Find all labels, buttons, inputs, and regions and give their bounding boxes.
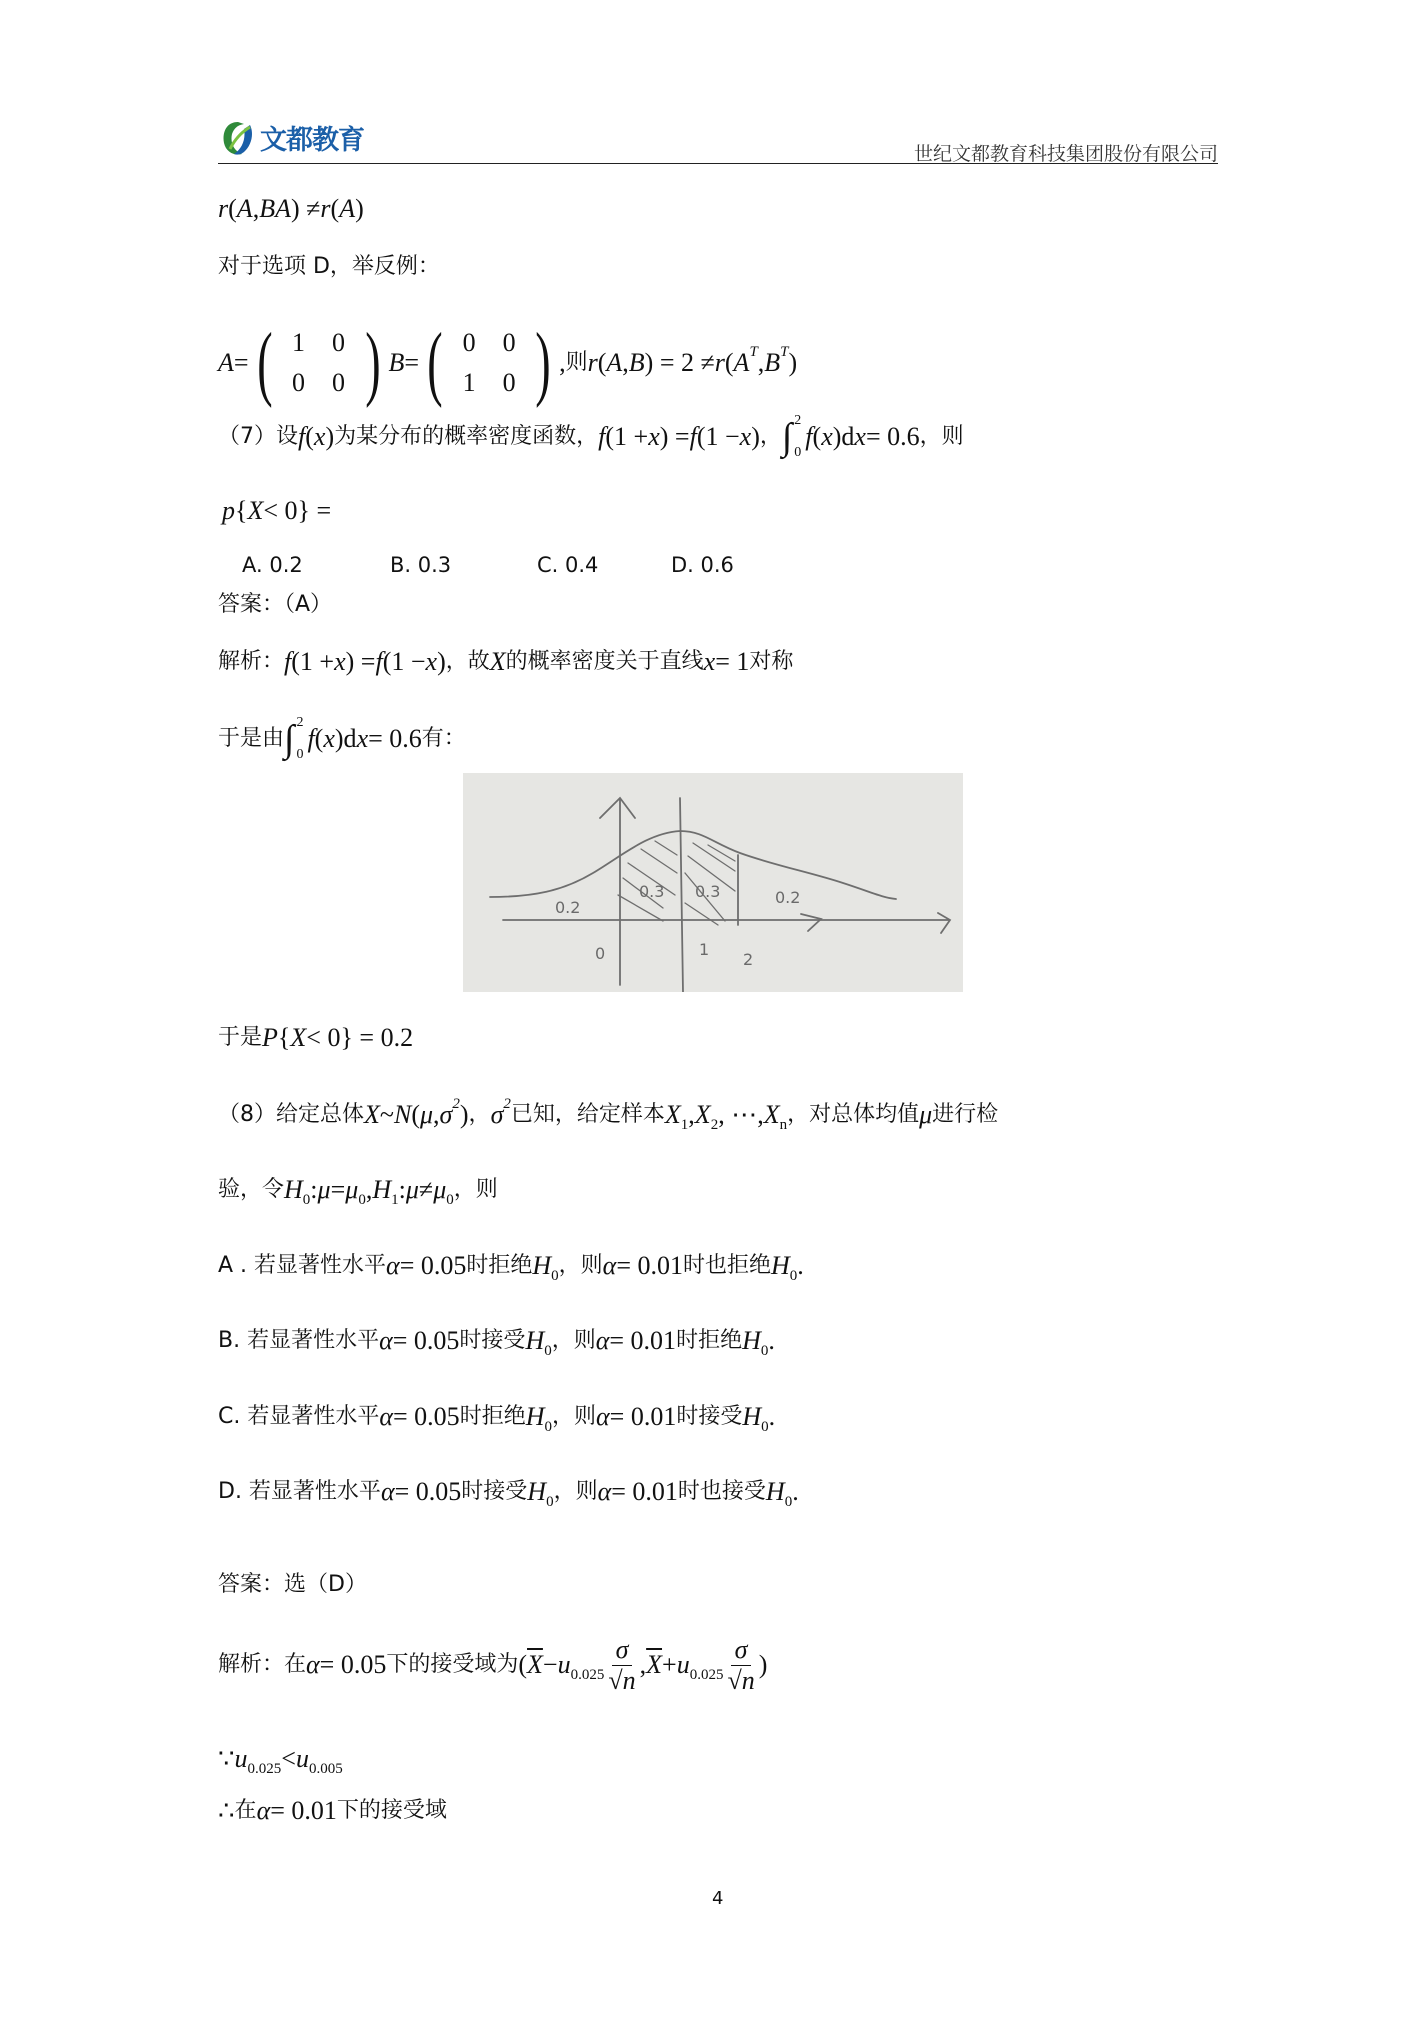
math: x <box>323 724 335 753</box>
sketch-label-left: 0.2 <box>555 898 581 917</box>
math: = <box>330 1175 346 1204</box>
math: X <box>364 1100 380 1129</box>
text: ， <box>468 1102 491 1127</box>
math: A <box>218 348 234 377</box>
text: 下的接受域 <box>336 1798 447 1823</box>
right-paren: ) <box>535 316 551 409</box>
left-paren: ( <box>256 316 273 409</box>
math: A <box>339 194 356 223</box>
math: = 0.01 <box>270 1796 337 1825</box>
math: ( <box>330 194 340 223</box>
text: （8）给定总体 <box>218 1102 364 1127</box>
math: u <box>234 1744 248 1773</box>
math: μ <box>919 1100 933 1129</box>
upper-limit: 2 <box>296 715 304 730</box>
math: , <box>252 194 260 223</box>
math: A <box>606 348 623 377</box>
math: 0 <box>302 1192 311 1208</box>
text: （7）设 <box>218 424 298 449</box>
math: A <box>733 348 750 377</box>
math: σ <box>490 1100 504 1129</box>
math: X <box>664 1100 681 1129</box>
integral-sign-icon: ∫ <box>781 416 793 458</box>
math: σ <box>439 1100 453 1129</box>
math: r <box>714 348 725 377</box>
math: : <box>398 1175 406 1204</box>
math: . <box>792 1477 799 1506</box>
math: x <box>425 647 438 676</box>
matrix-entry: 0 <box>462 328 476 357</box>
text: ，则 <box>558 1253 603 1278</box>
math: X <box>290 1023 307 1052</box>
analysis-8 <box>218 1630 767 1700</box>
math: H <box>525 1326 545 1355</box>
text: ，对总体均值 <box>787 1102 920 1127</box>
math: { <box>235 496 248 525</box>
integral-limits <box>296 716 303 762</box>
math: α <box>379 1402 394 1431</box>
math: X <box>763 1100 780 1129</box>
math: H <box>771 1251 790 1280</box>
math: P <box>262 1023 278 1052</box>
math: ∴ <box>218 1796 235 1825</box>
math: n <box>779 1117 788 1133</box>
math: H <box>372 1175 392 1204</box>
math: BA <box>259 194 291 223</box>
lower-limit: 0 <box>794 445 802 460</box>
text: 时拒绝 <box>676 1328 743 1353</box>
math: ( <box>314 724 324 753</box>
math: α <box>256 1796 271 1825</box>
math: )d <box>832 422 855 451</box>
math: , <box>559 348 566 377</box>
text: 对称 <box>749 649 794 674</box>
math: x <box>313 422 326 451</box>
math: 1 <box>680 1117 689 1133</box>
math: f <box>307 724 315 753</box>
math: 0 <box>784 1494 793 1510</box>
math: ≠ <box>418 1175 434 1204</box>
math: = 0.6 <box>865 422 920 451</box>
text: 时接受 <box>676 1404 743 1429</box>
math: = 0.05 <box>393 1402 460 1431</box>
matrix-entry: 1 <box>292 328 306 357</box>
text: 下的接受域为 <box>386 1652 519 1677</box>
math: A <box>236 194 253 223</box>
math: ) = <box>659 422 690 451</box>
math: H <box>284 1175 303 1204</box>
text: 有： <box>421 726 466 751</box>
math: 2 <box>503 1096 511 1112</box>
math: )d <box>334 724 357 753</box>
math: ( <box>724 348 734 377</box>
math: u <box>557 1650 571 1679</box>
text: 为某分布的概率密度函数， <box>334 424 599 449</box>
math: ) <box>325 422 335 451</box>
math: 0.025 <box>689 1667 724 1683</box>
math: ( <box>411 1100 420 1129</box>
math: H <box>527 1477 547 1506</box>
therefore-line <box>218 1791 447 1831</box>
math: α <box>379 1326 393 1355</box>
math: = 0.05 <box>319 1650 387 1679</box>
denominator: √n <box>727 1665 755 1695</box>
matrix-entry: 0 <box>332 368 346 397</box>
company-name: 世纪文都教育科技集团股份有限公司 <box>913 143 1218 165</box>
math: $\overline{X}$ <box>527 1650 543 1679</box>
text: 进行检 <box>932 1102 999 1127</box>
math: = 0.05 <box>392 1326 460 1355</box>
math: r <box>587 348 598 377</box>
math: x <box>356 724 369 753</box>
because-line <box>218 1739 343 1779</box>
math: u <box>295 1744 309 1773</box>
math: α <box>595 1326 610 1355</box>
math: α <box>597 1477 612 1506</box>
text: ，则 <box>919 424 964 449</box>
math: = 0.01 <box>609 1402 677 1431</box>
text: ，故 <box>445 649 490 674</box>
math: : <box>310 1175 318 1204</box>
question-7-cont <box>222 491 331 531</box>
counterexample <box>218 316 798 409</box>
right-paren: ) <box>364 316 381 409</box>
math: p <box>222 496 235 525</box>
math: . <box>768 1326 775 1355</box>
text: 时也拒绝 <box>683 1253 772 1278</box>
math: ( <box>812 422 822 451</box>
math: f <box>298 422 306 451</box>
math: = 0.01 <box>616 1251 683 1280</box>
text: 时拒绝 <box>466 1253 533 1278</box>
option-c: C. 0.4 <box>537 553 599 577</box>
math: = 0.6 <box>368 724 422 753</box>
math: 0.025 <box>247 1761 282 1777</box>
text: C. 若显著性水平 <box>218 1404 380 1429</box>
math: 0 <box>544 1343 552 1359</box>
math: (1 − <box>382 647 426 676</box>
integral-sign-icon: ∫ <box>284 718 295 760</box>
math: , <box>433 1100 440 1129</box>
math: α <box>380 1477 395 1506</box>
text: 时也接受 <box>677 1479 766 1504</box>
math: 0 <box>760 1343 769 1359</box>
math: x <box>739 422 752 451</box>
option-8d <box>218 1472 799 1512</box>
math: ∵ <box>218 1744 235 1773</box>
math: , <box>365 1175 373 1204</box>
math: . <box>768 1402 776 1431</box>
text: ，则 <box>453 1177 498 1202</box>
math: α <box>306 1650 320 1679</box>
math: H <box>742 1326 761 1355</box>
text: A . 若显著性水平 <box>218 1253 387 1278</box>
option-d-intro <box>218 247 440 287</box>
text: ，则 <box>553 1479 598 1504</box>
math: α <box>602 1251 617 1280</box>
math: B <box>628 348 645 377</box>
math: 0 <box>761 1419 769 1435</box>
math: x <box>703 647 716 676</box>
math: ( <box>518 1650 528 1679</box>
logo-leaf-icon <box>220 119 256 157</box>
math: = 0.05 <box>394 1477 462 1506</box>
math: ) <box>788 348 798 377</box>
text: 于是由 <box>218 726 285 751</box>
sketch-label-center-left: 0.3 <box>639 882 665 901</box>
math: ) = <box>345 647 376 676</box>
math: < 0} = 0.2 <box>306 1023 414 1052</box>
math: B <box>388 348 405 377</box>
math: μ <box>345 1175 359 1204</box>
text: 验，令 <box>218 1177 285 1202</box>
math: ) <box>355 194 364 223</box>
math: = <box>404 348 420 377</box>
math: B <box>764 348 781 377</box>
option-8a <box>218 1246 804 1286</box>
math: 1 <box>391 1192 399 1208</box>
math: X <box>489 647 506 676</box>
math: N <box>393 1100 412 1129</box>
math: x <box>854 422 866 451</box>
text: 时接受 <box>459 1328 526 1353</box>
text: 在 <box>234 1798 257 1823</box>
math: H <box>525 1402 545 1431</box>
text: 对于选项 D，举反例： <box>218 254 440 279</box>
math: ( <box>597 348 607 377</box>
math: 0 <box>789 1268 798 1284</box>
math: − <box>542 1650 558 1679</box>
math: μ <box>433 1175 447 1204</box>
math: ( <box>228 194 237 223</box>
math: f <box>284 647 292 676</box>
matrix-entries <box>449 326 529 400</box>
math: f <box>689 422 697 451</box>
math: ) <box>437 647 446 676</box>
numerator: σ <box>612 1635 633 1666</box>
math: + <box>662 1650 677 1679</box>
math: , <box>622 348 629 377</box>
math: = 0.01 <box>609 1326 677 1355</box>
sketch-tick-2: 2 <box>743 950 754 969</box>
question-8 <box>218 1095 998 1135</box>
header-divider <box>218 163 1218 164</box>
math: (1 + <box>291 647 335 676</box>
option-d: D. 0.6 <box>671 553 734 577</box>
matrix-entry: 0 <box>292 368 306 397</box>
math: ) <box>459 1100 469 1129</box>
math: H <box>765 1477 785 1506</box>
sketch-tick-0: 0 <box>595 944 606 963</box>
text: 答案：选（D） <box>218 1572 367 1597</box>
matrix-entry: 0 <box>502 328 516 357</box>
text: 已知，给定样本 <box>510 1102 665 1127</box>
matrix-entry: 1 <box>462 368 476 397</box>
math: = 0.01 <box>611 1477 678 1506</box>
lower-limit: 0 <box>296 747 304 762</box>
integral <box>284 716 307 762</box>
text: B. 若显著性水平 <box>218 1328 380 1353</box>
integral-limits <box>794 414 801 460</box>
math: 0 <box>551 1268 559 1284</box>
math: f <box>598 422 606 451</box>
math: = <box>233 348 249 377</box>
math: (1 + <box>605 422 649 451</box>
math: (1 − <box>696 422 740 451</box>
math: x <box>821 422 833 451</box>
math: = 0.05 <box>399 1251 467 1280</box>
math: ) ≠ <box>290 194 321 223</box>
math: H <box>742 1402 762 1431</box>
matrix <box>421 316 557 409</box>
math: ( <box>305 422 314 451</box>
math: 0.005 <box>308 1761 343 1777</box>
math: X <box>694 1100 711 1129</box>
sketch-tick-1: 1 <box>699 940 710 959</box>
option-b: B. 0.3 <box>390 553 452 577</box>
math: $\overline{X}$ <box>646 1650 663 1679</box>
math: X <box>247 496 264 525</box>
matrix <box>251 316 387 409</box>
text: ，则 <box>551 1404 596 1429</box>
analysis-7b <box>218 715 466 762</box>
hand-sketch-photo <box>463 773 963 992</box>
denominator: √n <box>608 1665 636 1695</box>
option-a: A. 0.2 <box>242 553 303 577</box>
math: , <box>757 348 765 377</box>
text: 的概率密度关于直线 <box>505 649 704 674</box>
math: < 0} = <box>263 496 332 525</box>
math: μ <box>317 1175 331 1204</box>
matrix-entry: 0 <box>332 328 346 357</box>
conclusion-7 <box>218 1018 413 1058</box>
math: r <box>320 194 331 223</box>
math: ) = 2 ≠ <box>644 348 715 377</box>
math: H <box>532 1251 552 1280</box>
matrix-entry: 0 <box>502 368 516 397</box>
matrix-entries <box>279 326 359 400</box>
math: 0 <box>446 1192 454 1208</box>
math: { <box>277 1023 291 1052</box>
math: 0.025 <box>570 1667 605 1683</box>
math: x <box>648 422 660 451</box>
math: T <box>749 344 758 360</box>
math: f <box>375 647 383 676</box>
upper-limit: 2 <box>794 413 802 428</box>
logo-text: 文都教育 <box>260 125 364 156</box>
logo <box>220 118 364 157</box>
numerator: σ <box>731 1635 752 1666</box>
math: 0 <box>544 1419 552 1435</box>
text: ， <box>759 424 782 449</box>
sketch-label-right: 0.2 <box>775 888 801 907</box>
text: 则 <box>565 350 588 375</box>
text: 答案：（A） <box>218 592 333 617</box>
math: μ <box>405 1175 419 1204</box>
analysis-7 <box>218 642 793 682</box>
math: r <box>218 194 229 223</box>
math: α <box>386 1251 400 1280</box>
math: , <box>688 1100 695 1129</box>
text: 解析：在 <box>218 1652 307 1677</box>
math: T <box>780 344 789 360</box>
math: , ⋯, <box>718 1100 764 1129</box>
math: 0 <box>546 1494 554 1510</box>
math: α <box>596 1402 610 1431</box>
math: 2 <box>452 1096 460 1112</box>
question-8-cont <box>218 1170 498 1210</box>
math: ) <box>751 422 760 451</box>
sketch-label-center-right: 0.3 <box>695 882 721 901</box>
page-number: 4 <box>712 1888 724 1909</box>
math: , <box>639 1650 647 1679</box>
math: μ <box>419 1100 434 1129</box>
math: = 1 <box>715 647 750 676</box>
option-8b <box>218 1321 775 1361</box>
text: 时拒绝 <box>459 1404 526 1429</box>
question-7 <box>218 413 964 460</box>
option-8c <box>218 1397 775 1437</box>
text: ，则 <box>551 1328 596 1353</box>
fraction <box>727 1635 754 1696</box>
rank-inequality <box>218 189 364 229</box>
math: x <box>334 647 346 676</box>
text: D. 若显著性水平 <box>218 1479 381 1504</box>
text: 解析： <box>218 649 285 674</box>
math: ~ <box>379 1100 394 1129</box>
math: . <box>797 1251 804 1280</box>
math: 2 <box>710 1117 719 1133</box>
left-paren: ( <box>427 316 443 409</box>
answer-7 <box>218 585 332 625</box>
answer-8 <box>218 1565 367 1605</box>
integral <box>782 414 805 460</box>
fraction <box>608 1635 635 1696</box>
text: 时接受 <box>461 1479 528 1504</box>
text: 于是 <box>218 1025 263 1050</box>
math: ) <box>758 1650 768 1679</box>
math: f <box>805 422 813 451</box>
math: < <box>281 1744 296 1773</box>
math: u <box>676 1650 690 1679</box>
math: 0 <box>358 1192 366 1208</box>
